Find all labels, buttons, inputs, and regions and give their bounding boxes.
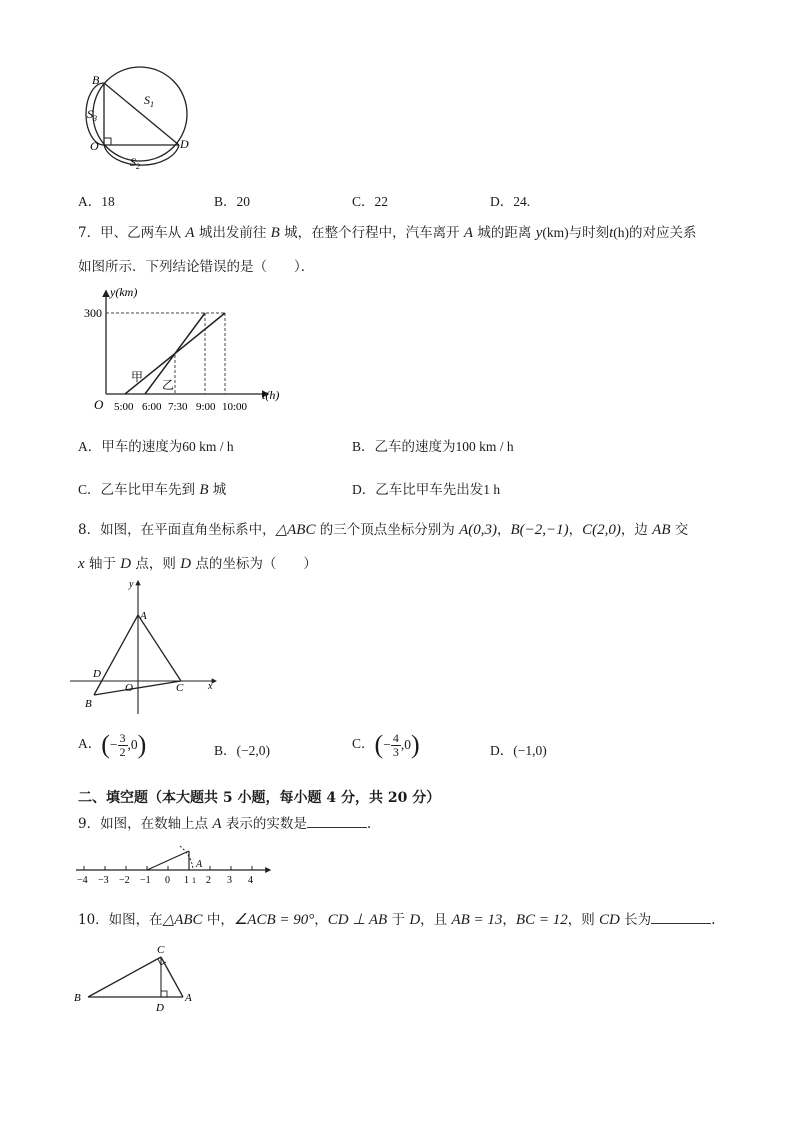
q6-label-s1: $S_1$ [144,93,154,109]
q6-label-d: D [180,137,189,151]
q7-x-tick: 10:00 [222,401,248,413]
q10-label-c: C [157,944,165,956]
q6-semicircle-s2 [104,145,179,165]
q7-origin: O [94,397,104,412]
q10-label-a: A [185,992,192,1004]
q7-label-jia: 甲 [131,370,144,384]
q7-option-b: B．乙车的速度为100 km / h [352,439,514,455]
q6-label-o: O [90,139,99,153]
svg-text:4: 4 [248,875,253,886]
q6-option-c: C．22 [352,194,389,209]
svg-text:2: 2 [206,875,211,886]
q8-stem-line1: 8．如图，在平面直角坐标系中，△ABC 的三个顶点坐标分别为 A(0,3)，B(−2,−1)，C(2,0)，边 AB 交 [78,522,689,538]
q6-option-a: A．18 [78,194,115,209]
q6-label-s2: $S_2$ [130,155,140,171]
q7-graph [84,283,303,418]
q8-label-d: D [93,668,101,680]
q7-x-tick: 7:30 [168,401,188,413]
q9-number-line [72,838,282,888]
svg-text:1: 1 [192,876,196,885]
q7-option-a: A．甲车的速度为60 km / h [78,439,234,455]
q7-x-tick: 9:00 [196,401,216,413]
svg-text:−3: −3 [98,875,109,886]
q8-option-b: B．(−2,0) [214,743,270,758]
q8-label-a: A [140,610,147,622]
q6-circle-s1 [93,67,187,161]
q7-stem-line1: 7．甲、乙两车从 A 城出发前往 B 城，在整个行程中，汽车离开 A 城的距离 y(km)与时刻t(h)的对应关系 [78,225,697,241]
q8-label-o: O [125,682,133,694]
q8-option-d: D．(−1,0) [490,743,547,758]
q10-stem: 10．如图，在△ABC 中，∠ACB = 90°，CD ⊥ AB 于 D，且 AB = 13，BC = 12，则 CD 长为 . [78,912,716,928]
svg-text:−4: −4 [77,875,88,886]
q9-label-a: A [196,859,203,870]
q6-figure [70,70,190,180]
q8-edge-ac [138,615,181,681]
q7-stem-line2: 如图所示．下列结论错误的是（ ）． [78,259,315,275]
q7-y-label: y(km) [110,285,138,299]
q8-option-a: A．(− $\frac{3}{2}$ ,0) [78,730,147,759]
q8-option-c: C．(− $\frac{4}{3}$ ,0) [352,730,420,759]
q8-label-b: B [85,698,92,710]
q6-label-s3: $S_3$ [87,107,97,123]
q10-answer-blank[interactable] [651,911,711,924]
q8-graph [68,577,228,717]
q10-edge-bc [88,957,161,997]
q7-option-c: C．乙车比甲车先到 B 城 [78,482,227,498]
q9-answer-blank[interactable] [307,815,367,828]
q7-x-tick: 5:00 [114,401,134,413]
q7-label-yi: 乙 [162,378,175,392]
q9-stem: 9．如图，在数轴上点 A 表示的实数是 . [78,816,372,832]
q7-x-tick: 6:00 [142,401,162,413]
q8-stem-line2: x 轴于 D 点，则 D 点的坐标为（ ） [78,556,317,572]
q8-axis-y-label: y [129,579,134,590]
q10-label-b: B [74,992,81,1004]
svg-text:3: 3 [227,875,232,886]
q10-figure [70,940,205,1020]
svg-text:−1: −1 [140,875,151,886]
q6-option-b: B．20 [214,194,251,209]
svg-text:−2: −2 [119,875,130,886]
q7-y-tick-300: 300 [84,306,102,320]
q10-label-d: D [156,1002,164,1014]
q7-t-label: t(h) [262,388,280,402]
q8-axis-x-label: x [208,681,213,692]
svg-text:0: 0 [165,875,170,886]
q6-option-d: D．24. [490,194,531,209]
svg-text:1: 1 [184,875,189,886]
q7-option-d: D．乙车比甲车先出发1 h [352,482,501,498]
q8-label-c: C [176,682,184,694]
section2-title: 二、填空题（本大题共 5 小题，每小题 4 分，共 20 分） [78,790,441,806]
q6-label-b: B [92,73,100,87]
